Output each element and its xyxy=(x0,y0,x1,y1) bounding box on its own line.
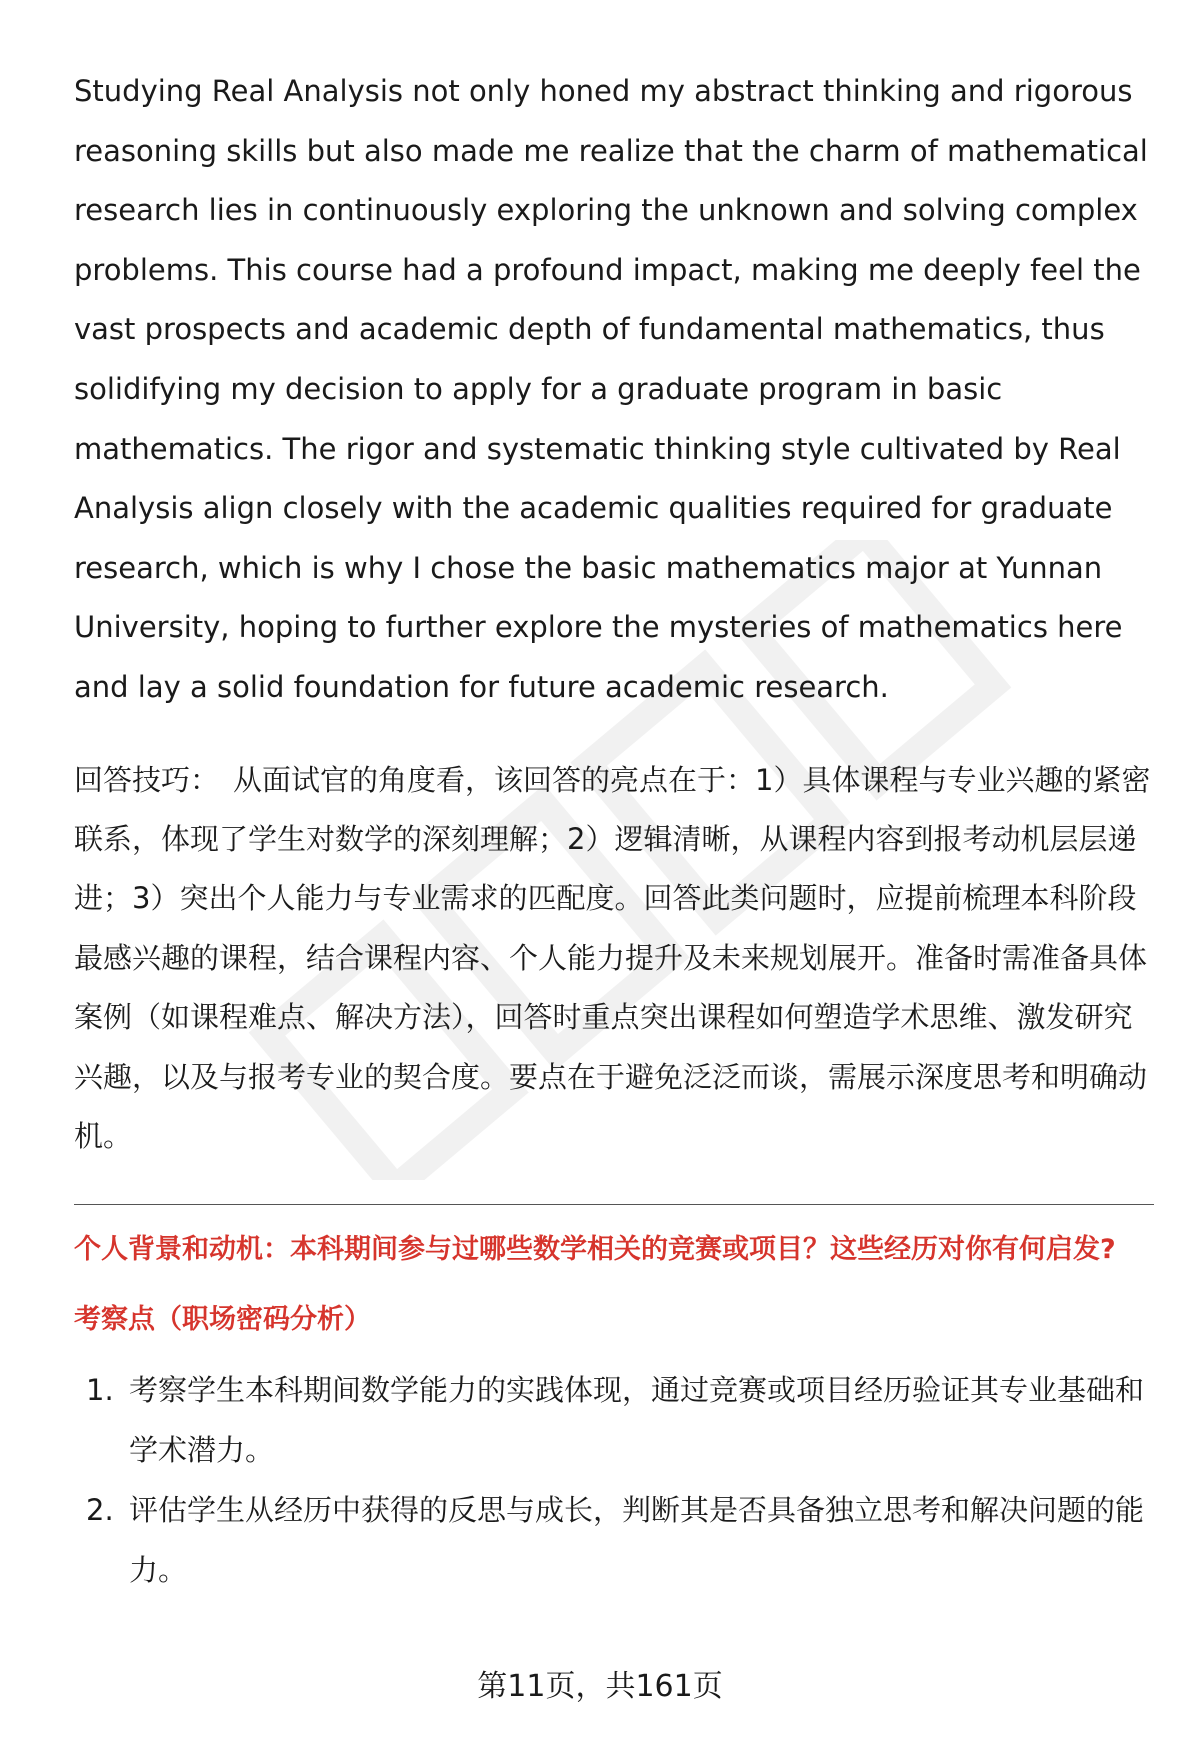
question-heading: 个人背景和动机：本科期间参与过哪些数学相关的竞赛或项目？这些经历对你有何启发? xyxy=(74,1234,1116,1266)
list-item-number: 1. xyxy=(86,1373,114,1408)
list-item-number: 2. xyxy=(86,1493,114,1528)
tips-text: 从面试官的角度看，该回答的亮点在于：1）具体课程与专业兴趣的紧密联系，体现了学生对数学的深刻理解；2）逻辑清晰，从课程内容到报考动机层层递进；3）突出个人能力与专业需求的匹配度。回答此类问题时，应提前梳理本科阶段最感兴趣的课程，结合课程内容、个人能力提升及未来规划展开。准备时需准备具体案例（如课程难点、解决方法），回答时重点突出课程如何塑造学术思维、激发研究兴趣，以及与报考专业的契合度。要点在于避免泛泛而谈，需展示深度思考和明确动机。 xyxy=(74,762,1151,1153)
list-item-text: 评估学生从经历中获得的反思与成长，判断其是否具备独立思考和解决问题的能力。 xyxy=(129,1493,1145,1588)
list-item xyxy=(74,1480,1154,1600)
assessment-points xyxy=(74,1360,1154,1600)
answer-paragraph: Studying Real Analysis not only honed my abstract thinking and rigorous reasoning skills but also made me realize that the charm of mathematical research lies in continuously exploring the unknown and solving complex problems. This course had a profound impact, making me deeply feel the vast prospects and academic depth of fundamental mathematics, thus solidifying my decision to apply for a graduate program in basic mathematics. The rigor and systematic thinking style cultivated by Real Analysis align closely with the academic qualities required for graduate research, which is why I chose the basic mathematics major at Yunnan University, hoping to further explore the mysteries of mathematics here and lay a solid foundation for future academic research. xyxy=(74,74,1148,704)
list-item-text: 考察学生本科期间数学能力的实践体现，通过竞赛或项目经历验证其专业基础和学术潜力。 xyxy=(129,1373,1145,1468)
section-divider xyxy=(74,1204,1154,1205)
tips-label: 回答技巧： xyxy=(74,762,220,797)
page-content xyxy=(74,62,1154,1600)
page-number: 第11页，共161页 xyxy=(477,1669,723,1704)
assessment-heading: 考察点（职场密码分析） xyxy=(74,1304,371,1336)
answer-tips xyxy=(74,751,1154,1167)
list-item xyxy=(74,1360,1154,1480)
